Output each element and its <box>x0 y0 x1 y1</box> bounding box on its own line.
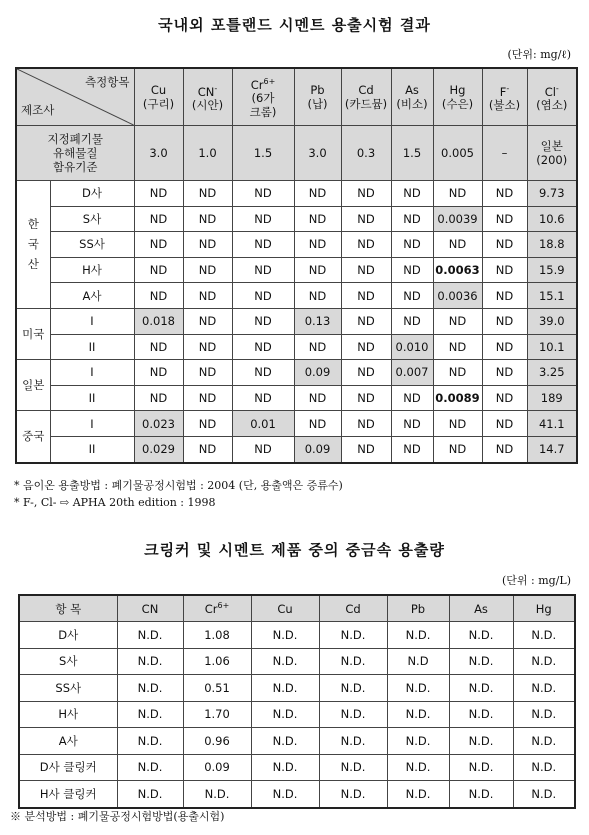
value-cell: 0.13 <box>294 308 341 334</box>
column-header <box>232 68 294 126</box>
value-cell: ND <box>232 206 294 232</box>
standard-value-line: (200) <box>536 153 568 167</box>
value-cell: N.D. <box>117 648 183 675</box>
value-cell: 14.7 <box>527 436 577 462</box>
value-cell: ND <box>134 232 183 258</box>
value-cell: N.D. <box>449 701 513 728</box>
value-cell: ND <box>482 206 527 232</box>
value-cell: ND <box>294 411 341 437</box>
value-cell: ND <box>183 232 232 258</box>
value-cell: N.D. <box>183 781 251 808</box>
value-cell: 9.73 <box>527 181 577 207</box>
value-cell: ND <box>183 385 232 411</box>
value-cell: ND <box>294 232 341 258</box>
value-cell: ND <box>232 436 294 462</box>
value-cell: N.D. <box>513 781 575 808</box>
value-cell: N.D. <box>449 781 513 808</box>
value-cell: ND <box>134 257 183 283</box>
value-cell: ND <box>183 436 232 462</box>
country-cell <box>16 181 50 309</box>
value-cell: N.D. <box>449 675 513 702</box>
value-cell: ND <box>482 257 527 283</box>
value-cell: ND <box>183 360 232 386</box>
table-row <box>16 334 577 360</box>
value-cell: ND <box>341 206 391 232</box>
column-name: (납) <box>307 97 328 111</box>
table-row <box>16 360 577 386</box>
value-cell: ND <box>341 385 391 411</box>
value-cell: N.D. <box>117 701 183 728</box>
standard-value: 1.5 <box>232 126 294 181</box>
value-cell: ND <box>232 385 294 411</box>
column-header: Cd <box>319 595 387 622</box>
standard-value: 0.3 <box>341 126 391 181</box>
value-cell: N.D. <box>513 754 575 781</box>
value-cell: 18.8 <box>527 232 577 258</box>
table-row <box>16 181 577 207</box>
value-cell: N.D. <box>251 754 319 781</box>
value-cell: ND <box>482 385 527 411</box>
table-row <box>16 283 577 309</box>
value-cell: ND <box>433 181 482 207</box>
sample-cell: A사 <box>19 728 117 755</box>
value-cell: N.D. <box>387 728 449 755</box>
value-cell: N.D. <box>513 648 575 675</box>
value-cell: ND <box>294 206 341 232</box>
value-cell: 189 <box>527 385 577 411</box>
value-cell: N.D. <box>387 701 449 728</box>
value-cell: 0.0036 <box>433 283 482 309</box>
table-row <box>16 308 577 334</box>
value-cell: ND <box>391 436 433 462</box>
value-cell: ND <box>183 206 232 232</box>
value-cell: N.D. <box>251 622 319 649</box>
column-header: $Cr^{6+}$ <box>183 595 251 622</box>
column-header <box>134 68 183 126</box>
value-cell: 0.007 <box>391 360 433 386</box>
value-cell: ND <box>482 436 527 462</box>
value-cell: ND <box>433 232 482 258</box>
value-cell: N.D. <box>513 622 575 649</box>
table1-header-row <box>16 68 577 126</box>
value-cell: ND <box>183 257 232 283</box>
column-symbol: Hg <box>449 83 466 97</box>
value-cell: ND <box>232 257 294 283</box>
column-name-cont: 크롬) <box>249 105 277 120</box>
value-cell: ND <box>294 181 341 207</box>
table-row <box>16 411 577 437</box>
value-cell: ND <box>232 334 294 360</box>
table-row <box>16 232 577 258</box>
value-cell: 0.029 <box>134 436 183 462</box>
column-name: (불소) <box>488 98 521 113</box>
value-cell: 1.08 <box>183 622 251 649</box>
value-cell: 0.0063 <box>433 257 482 283</box>
value-cell: N.D. <box>251 781 319 808</box>
value-cell: ND <box>232 360 294 386</box>
column-name: (시안) <box>191 98 224 113</box>
value-cell: 0.0039 <box>433 206 482 232</box>
column-header: CN <box>117 595 183 622</box>
maker-cell: II <box>50 436 134 462</box>
maker-cell: II <box>50 334 134 360</box>
value-cell: ND <box>341 334 391 360</box>
column-name: (6가 <box>251 91 275 106</box>
value-cell: ND <box>391 411 433 437</box>
sample-cell: D사 클링커 <box>19 754 117 781</box>
value-cell: 10.6 <box>527 206 577 232</box>
standard-value: – <box>482 126 527 181</box>
table-row <box>19 728 575 755</box>
value-cell: ND <box>232 232 294 258</box>
table1-note-1: * 음이온 용출방법 : 폐기물공정시험법 : 2004 (단, 용출액은 증류수) <box>14 479 343 492</box>
standard-row <box>16 126 577 181</box>
value-cell: N.D. <box>251 728 319 755</box>
value-cell: 0.96 <box>183 728 251 755</box>
table1-note-2: * F-, Cl- ⇨ APHA 20th edition : 1998 <box>14 496 216 509</box>
value-cell: 0.51 <box>183 675 251 702</box>
value-cell: 0.01 <box>232 411 294 437</box>
table-row <box>16 257 577 283</box>
column-symbol: Cu <box>150 83 167 97</box>
value-cell: ND <box>391 283 433 309</box>
value-cell: ND <box>482 360 527 386</box>
column-name: (수은) <box>441 97 474 111</box>
maker-cell: S사 <box>50 206 134 232</box>
value-cell: ND <box>433 411 482 437</box>
standard-value: 1.0 <box>183 126 232 181</box>
table-row <box>19 701 575 728</box>
column-header <box>294 68 341 126</box>
value-cell: N.D. <box>319 701 387 728</box>
value-cell: N.D. <box>319 781 387 808</box>
value-cell: ND <box>341 181 391 207</box>
value-cell: ND <box>232 181 294 207</box>
value-cell: ND <box>482 232 527 258</box>
standard-label-line: 함유기준 <box>53 160 98 174</box>
table1-title: 국내외 포틀랜드 시멘트 용출시험 결과 <box>158 16 431 34</box>
column-header: Cu <box>251 595 319 622</box>
column-header: Pb <box>387 595 449 622</box>
value-cell: 39.0 <box>527 308 577 334</box>
value-cell: ND <box>482 308 527 334</box>
value-cell: ND <box>183 283 232 309</box>
value-cell: ND <box>482 334 527 360</box>
maker-cell: D사 <box>50 181 134 207</box>
value-cell: ND <box>134 283 183 309</box>
value-cell: N.D. <box>319 622 387 649</box>
value-cell: 0.09 <box>183 754 251 781</box>
column-header: As <box>449 595 513 622</box>
value-cell: N.D. <box>387 675 449 702</box>
value-cell: N.D. <box>513 728 575 755</box>
column-header <box>527 68 577 126</box>
table2-unit: (단위 : mg/L) <box>501 574 571 587</box>
value-cell: N.D <box>387 648 449 675</box>
value-cell: 0.010 <box>391 334 433 360</box>
value-cell: ND <box>294 257 341 283</box>
column-symbol: As <box>405 83 419 97</box>
column-header: Hg <box>513 595 575 622</box>
maker-cell: I <box>50 360 134 386</box>
country-cell <box>16 411 50 463</box>
value-cell: 0.0089 <box>433 385 482 411</box>
value-cell: 0.09 <box>294 436 341 462</box>
table-row <box>16 385 577 411</box>
corner-header-cell <box>16 68 134 126</box>
column-name: (카드뮴) <box>344 97 388 111</box>
value-cell: ND <box>183 181 232 207</box>
column-header: 항 목 <box>19 595 117 622</box>
country-label: 국 <box>27 237 39 252</box>
value-cell: 0.09 <box>294 360 341 386</box>
table-row <box>19 781 575 808</box>
maker-cell: I <box>50 411 134 437</box>
standard-value <box>527 126 577 181</box>
value-cell: ND <box>134 181 183 207</box>
column-symbol: Cd <box>358 83 374 97</box>
maker-cell: H사 <box>50 257 134 283</box>
standard-label-line: 유해물질 <box>53 146 98 160</box>
value-cell: 41.1 <box>527 411 577 437</box>
value-cell: ND <box>391 232 433 258</box>
value-cell: ND <box>134 360 183 386</box>
sample-cell: D사 <box>19 622 117 649</box>
value-cell: ND <box>433 436 482 462</box>
value-cell: N.D. <box>387 622 449 649</box>
value-cell: N.D. <box>117 781 183 808</box>
value-cell: ND <box>341 232 391 258</box>
table-row <box>19 754 575 781</box>
column-symbol: $Cr^{6+}$ <box>250 76 276 92</box>
value-cell: 15.1 <box>527 283 577 309</box>
value-cell: ND <box>391 308 433 334</box>
value-cell: ND <box>391 257 433 283</box>
table-row <box>16 206 577 232</box>
value-cell: N.D. <box>449 728 513 755</box>
value-cell: 0.023 <box>134 411 183 437</box>
value-cell: N.D. <box>319 754 387 781</box>
value-cell: ND <box>134 334 183 360</box>
standard-value-line: 일본 <box>540 139 563 153</box>
value-cell: ND <box>433 308 482 334</box>
maker-cell: II <box>50 385 134 411</box>
leaching-test-table <box>15 67 578 464</box>
value-cell: ND <box>482 411 527 437</box>
column-name: (염소) <box>536 98 568 113</box>
standard-value: 1.5 <box>391 126 433 181</box>
value-cell: ND <box>294 334 341 360</box>
country-cell <box>16 360 50 411</box>
value-cell: ND <box>134 206 183 232</box>
sample-cell: H사 클링커 <box>19 781 117 808</box>
column-name: (구리) <box>142 97 175 111</box>
value-cell: ND <box>433 334 482 360</box>
value-cell: N.D. <box>449 754 513 781</box>
value-cell: N.D. <box>319 675 387 702</box>
table-row <box>19 622 575 649</box>
maker-cell: SS사 <box>50 232 134 258</box>
maker-cell: I <box>50 308 134 334</box>
column-symbol: F- <box>499 83 510 99</box>
table2-title: 크링커 및 시멘트 제품 중의 중금속 용출량 <box>144 541 445 559</box>
column-symbol: Pb <box>310 83 325 97</box>
sample-cell: SS사 <box>19 675 117 702</box>
value-cell: ND <box>433 360 482 386</box>
table1-unit: (단위: mg/ℓ) <box>507 48 571 61</box>
country-label: 미국 <box>22 327 45 342</box>
table-row <box>19 675 575 702</box>
value-cell: ND <box>341 308 391 334</box>
value-cell: N.D. <box>251 701 319 728</box>
value-cell: ND <box>391 206 433 232</box>
value-cell: ND <box>183 308 232 334</box>
value-cell: N.D. <box>513 675 575 702</box>
value-cell: 10.1 <box>527 334 577 360</box>
country-label: 산 <box>27 257 39 272</box>
column-symbol: CN- <box>197 83 218 99</box>
column-symbol: Cl- <box>544 83 559 99</box>
standard-value: 3.0 <box>294 126 341 181</box>
measurement-item-label: 측정항목 <box>85 75 130 89</box>
value-cell: N.D. <box>513 701 575 728</box>
value-cell: ND <box>294 283 341 309</box>
value-cell: N.D. <box>449 622 513 649</box>
country-cell <box>16 308 50 359</box>
column-header <box>482 68 527 126</box>
value-cell: 1.70 <box>183 701 251 728</box>
standard-label-line: 지정폐기물 <box>47 132 104 146</box>
manufacturer-label: 제조사 <box>21 103 55 117</box>
value-cell: 0.018 <box>134 308 183 334</box>
value-cell: ND <box>341 411 391 437</box>
value-cell: N.D. <box>387 781 449 808</box>
value-cell: ND <box>482 181 527 207</box>
value-cell: ND <box>341 257 391 283</box>
value-cell: ND <box>232 308 294 334</box>
value-cell: N.D. <box>117 675 183 702</box>
country-label: 한 <box>27 217 39 232</box>
value-cell: N.D. <box>449 648 513 675</box>
value-cell: ND <box>341 360 391 386</box>
value-cell: ND <box>482 283 527 309</box>
table2-header-row <box>19 595 575 622</box>
table-row <box>19 648 575 675</box>
table-row <box>16 436 577 462</box>
column-header <box>341 68 391 126</box>
value-cell: ND <box>391 181 433 207</box>
value-cell: ND <box>341 436 391 462</box>
value-cell: N.D. <box>117 622 183 649</box>
standard-value: 0.005 <box>433 126 482 181</box>
value-cell: ND <box>183 334 232 360</box>
value-cell: N.D. <box>117 754 183 781</box>
value-cell: 3.25 <box>527 360 577 386</box>
table2-note: ※ 분석방법 : 폐기물공정시험방법(용출시험) <box>10 810 225 823</box>
value-cell: N.D. <box>251 648 319 675</box>
country-label: 일본 <box>22 378 45 393</box>
maker-cell: A사 <box>50 283 134 309</box>
value-cell: N.D. <box>319 728 387 755</box>
value-cell: N.D. <box>387 754 449 781</box>
standard-value: 3.0 <box>134 126 183 181</box>
column-header <box>433 68 482 126</box>
value-cell: N.D. <box>251 675 319 702</box>
column-name: (비소) <box>396 97 428 111</box>
value-cell: ND <box>341 283 391 309</box>
value-cell: ND <box>294 385 341 411</box>
value-cell: N.D. <box>117 728 183 755</box>
sample-cell: S사 <box>19 648 117 675</box>
value-cell: N.D. <box>319 648 387 675</box>
value-cell: 1.06 <box>183 648 251 675</box>
value-cell: ND <box>391 385 433 411</box>
country-label: 중국 <box>22 429 45 444</box>
column-header <box>391 68 433 126</box>
standard-label <box>16 126 134 181</box>
sample-cell: H사 <box>19 701 117 728</box>
heavy-metal-table <box>18 594 576 809</box>
value-cell: ND <box>134 385 183 411</box>
value-cell: ND <box>232 283 294 309</box>
column-header <box>183 68 232 126</box>
value-cell: 15.9 <box>527 257 577 283</box>
value-cell: ND <box>183 411 232 437</box>
